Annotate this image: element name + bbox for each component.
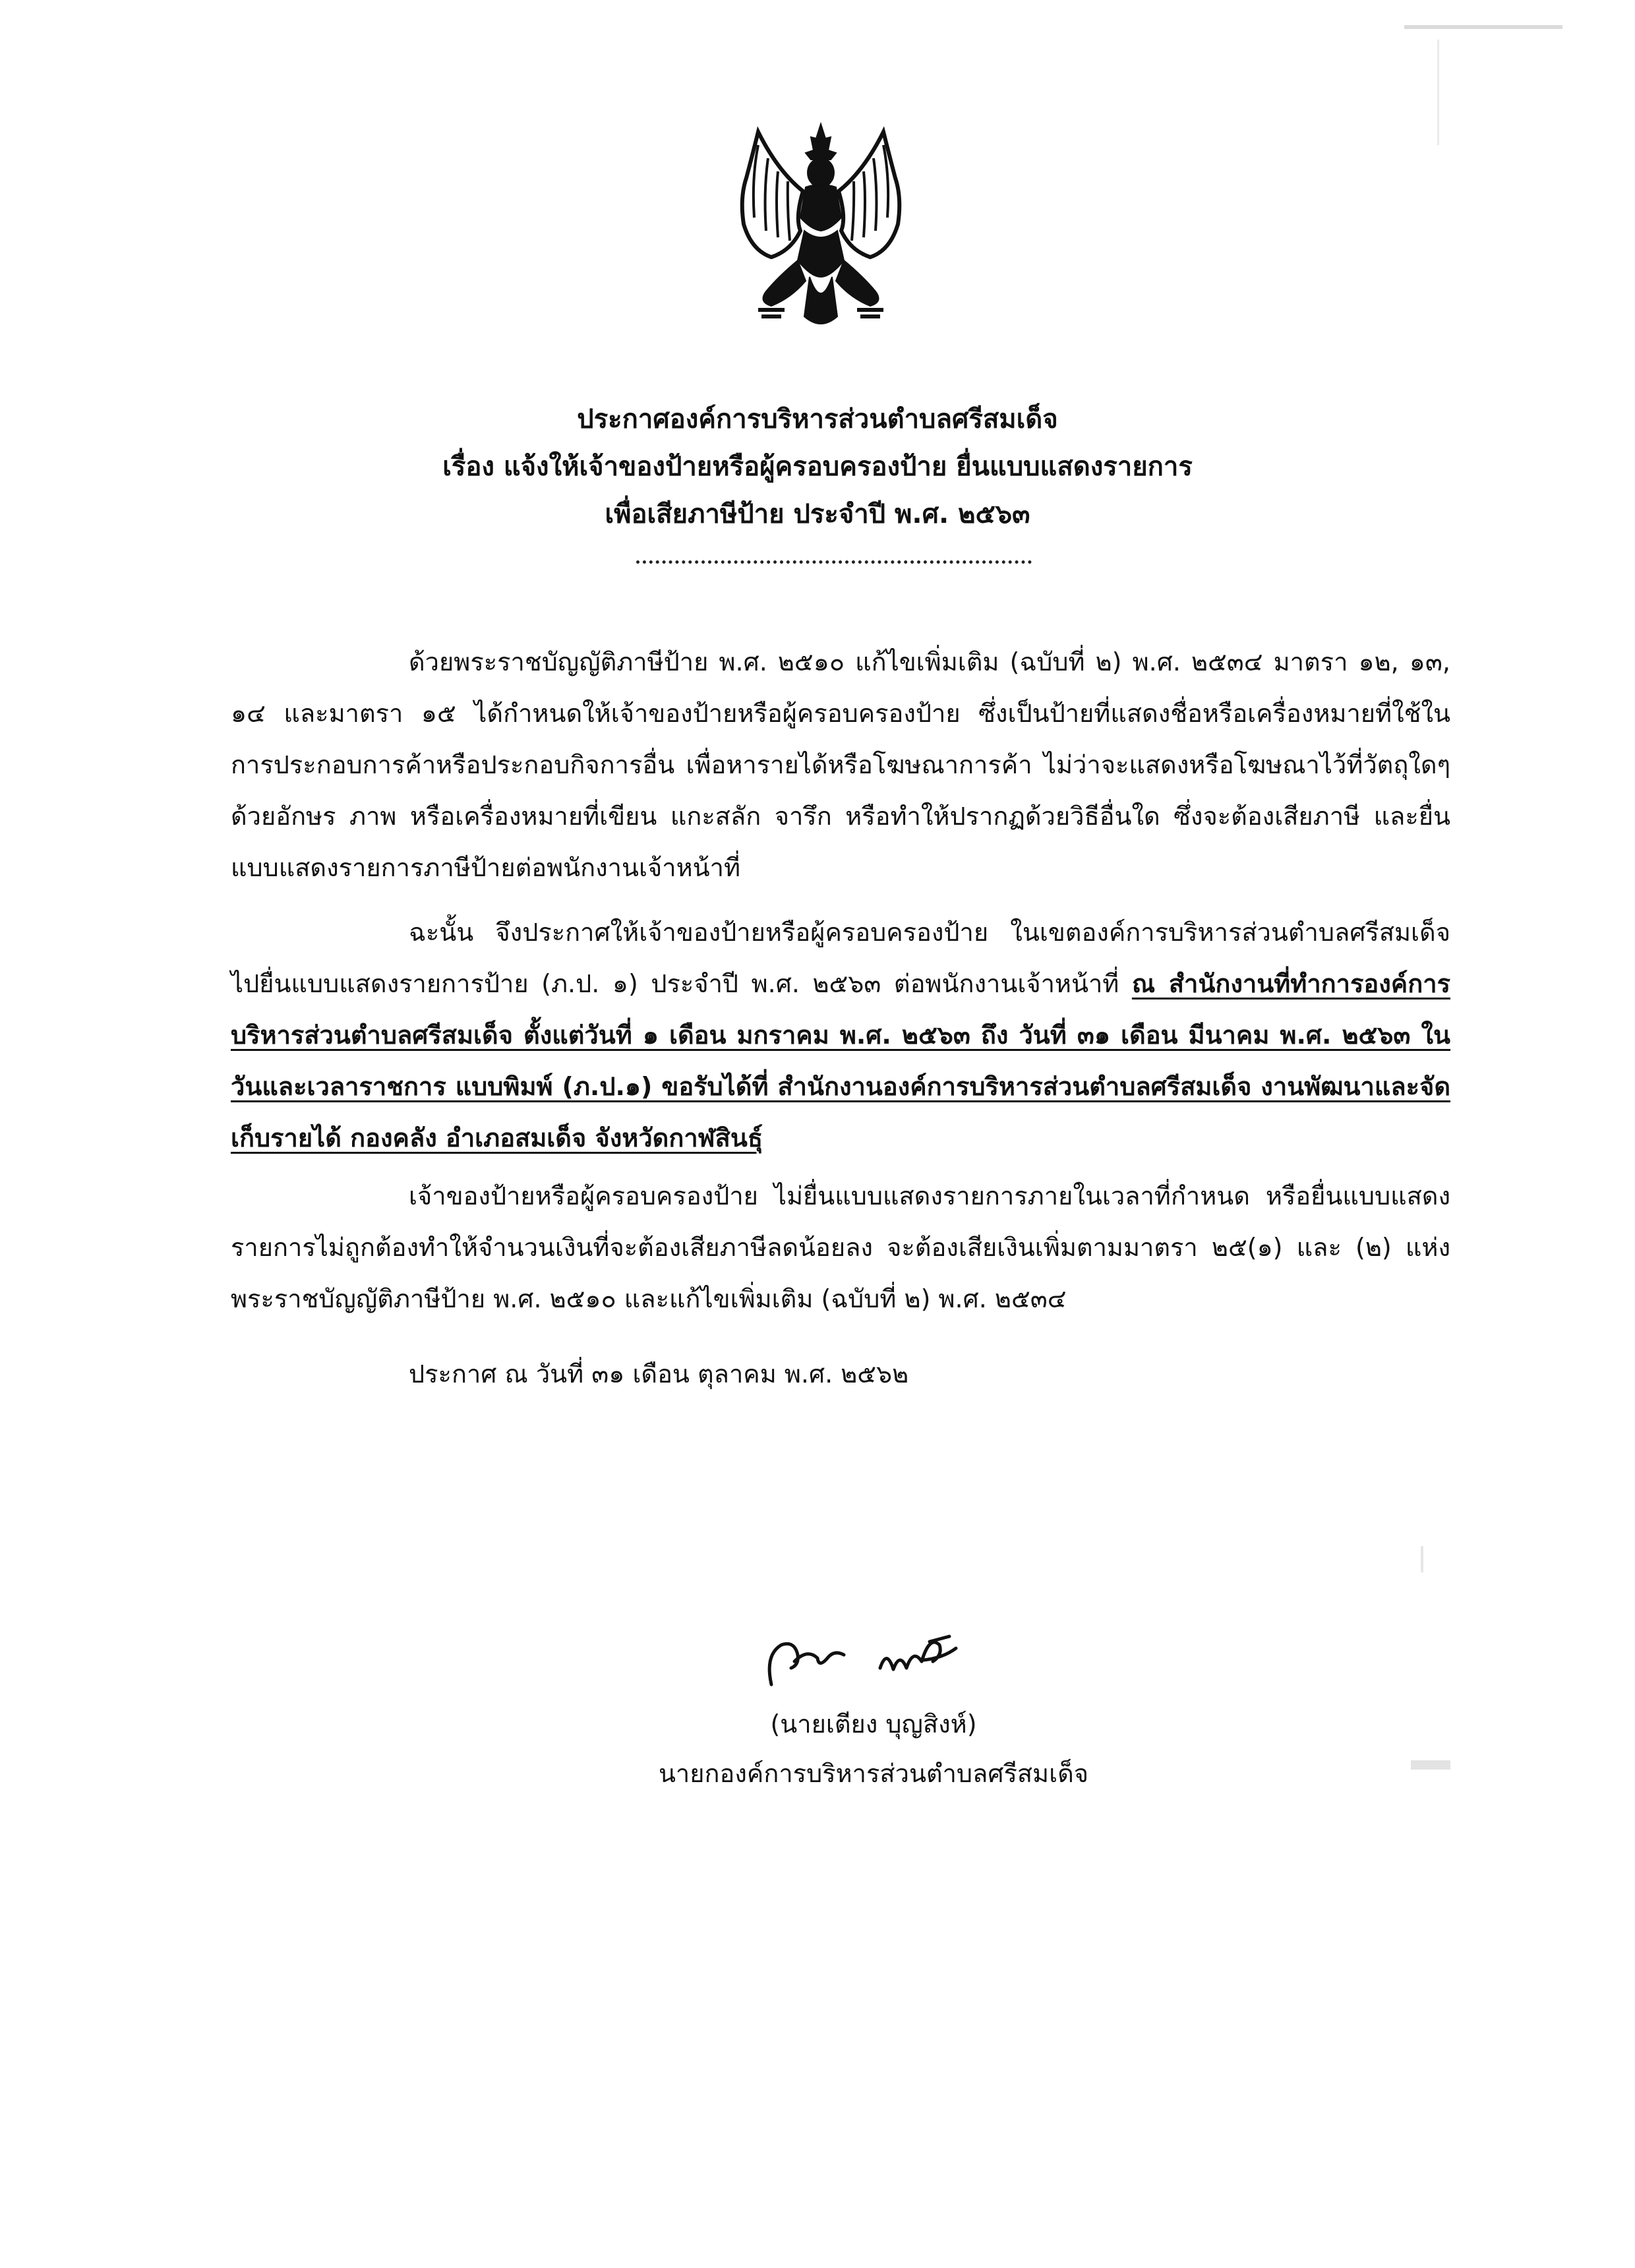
garuda-emblem-icon xyxy=(732,119,910,336)
paragraph-2-body xyxy=(231,907,1450,1164)
signer-title: นายกองค์การบริหารส่วนตำบลศรีสมเด็จ xyxy=(658,1759,1089,1788)
paragraph-2 xyxy=(231,907,1450,1164)
paragraph-1 xyxy=(231,636,1450,893)
announcement-date: ประกาศ ณ วันที่ ๓๑ เดือน ตุลาคม พ.ศ. ๒๕๖๒ xyxy=(409,1359,909,1388)
handwritten-signature-icon xyxy=(745,1622,996,1701)
title-line-2: เรื่อง แจ้งให้เจ้าของป้ายหรือผู้ครอบครองป้าย ยื่นแบบแสดงรายการ xyxy=(442,452,1193,482)
paragraph-3 xyxy=(231,1170,1450,1325)
scan-artifact xyxy=(1421,1546,1423,1572)
title-line-3: เพื่อเสียภาษีป้าย ประจำปี พ.ศ. ๒๕๖๓ xyxy=(605,499,1030,529)
paragraph-1-text: ด้วยพระราชบัญญัติภาษีป้าย พ.ศ. ๒๕๑๐ แก้ไขเพิ่มเติม (ฉบับที่ ๒) พ.ศ. ๒๕๓๔ มาตรา ๑๒, ๑๓, ๑๔ และมาตรา ๑๕ ได้กำหนดให้เจ้าของป้ายหรือผู้ครอบครองป้าย ซึ่งเป็นป้ายที่แสดงชื่อหรือเครื่องหมายที่ใช้ในการประกอบการค้าหรือประกอบกิจการอื่น เพื่อหารายได้หรือโฆษณาการค้า ไม่ว่าจะแสดงหรือโฆษณาไว้ที่วัตถุใดๆ ด้วยอักษร ภาพ หรือเครื่องหมายที่เขียน แกะสลัก จารึก หรือทำให้ปรากฏด้วยวิธีอื่นใด ซึ่งจะต้องเสียภาษี และยื่นแบบแสดงรายการภาษีป้ายต่อพนักงานเจ้าหน้าที่ xyxy=(231,647,1450,882)
paragraph-2-emphasis: ณ สำนักงานที่ทำการองค์การบริหารส่วนตำบลศรีสมเด็จ ตั้งแต่วันที่ ๑ เดือน มกราคม พ.ศ. ๒๕๖๓ ถึง วันที่ ๓๑ เดือน มีนาคม พ.ศ. ๒๕๖๓ ในวันและเวลาราชการ แบบพิมพ์ (ภ.ป.๑) ขอรับได้ที่ สำนักงานองค์การบริหารส่วนตำบลศรีสมเด็จ งานพัฒนาและจัดเก็บรายได้ กองคลัง อำเภอสมเด็จ จังหวัดกาฬสินธุ์ xyxy=(231,969,1450,1152)
paragraph-3-text: เจ้าของป้ายหรือผู้ครอบครองป้าย ไม่ยื่นแบบแสดงรายการภายในเวลาที่กำหนด หรือยื่นแบบแสดงรายการไม่ถูกต้องทำให้จำนวนเงินที่จะต้องเสียภาษีลดน้อยลง จะต้องเสียเงินเพิ่มตามมาตรา ๒๕(๑) และ (๒) แห่งพระราชบัญญัติภาษีป้าย พ.ศ. ๒๕๑๐ และแก้ไขเพิ่มเติม (ฉบับที่ ๒) พ.ศ. ๒๕๓๔ xyxy=(231,1181,1450,1313)
scan-artifact xyxy=(1404,25,1562,29)
paragraph-2-text: ฉะนั้น จึงประกาศให้เจ้าของป้ายหรือผู้ครอบครองป้าย ในเขตองค์การบริหารส่วนตำบลศรีสมเด็จ ไปยื่นแบบแสดงรายการป้าย (ภ.ป. ๑) ประจำปี พ.ศ. ๒๕๖๓ ต่อพนักงานเจ้าหน้าที่ xyxy=(231,918,1450,998)
scan-artifact xyxy=(1437,40,1439,145)
signer-name: (นายเตียง บุญสิงห์) xyxy=(770,1710,977,1739)
title-line-1: ประกาศองค์การบริหารส่วนตำบลศรีสมเด็จ xyxy=(577,404,1058,434)
title-divider xyxy=(636,560,1032,564)
scan-artifact xyxy=(1411,1760,1450,1770)
announcement-title xyxy=(198,396,1437,538)
